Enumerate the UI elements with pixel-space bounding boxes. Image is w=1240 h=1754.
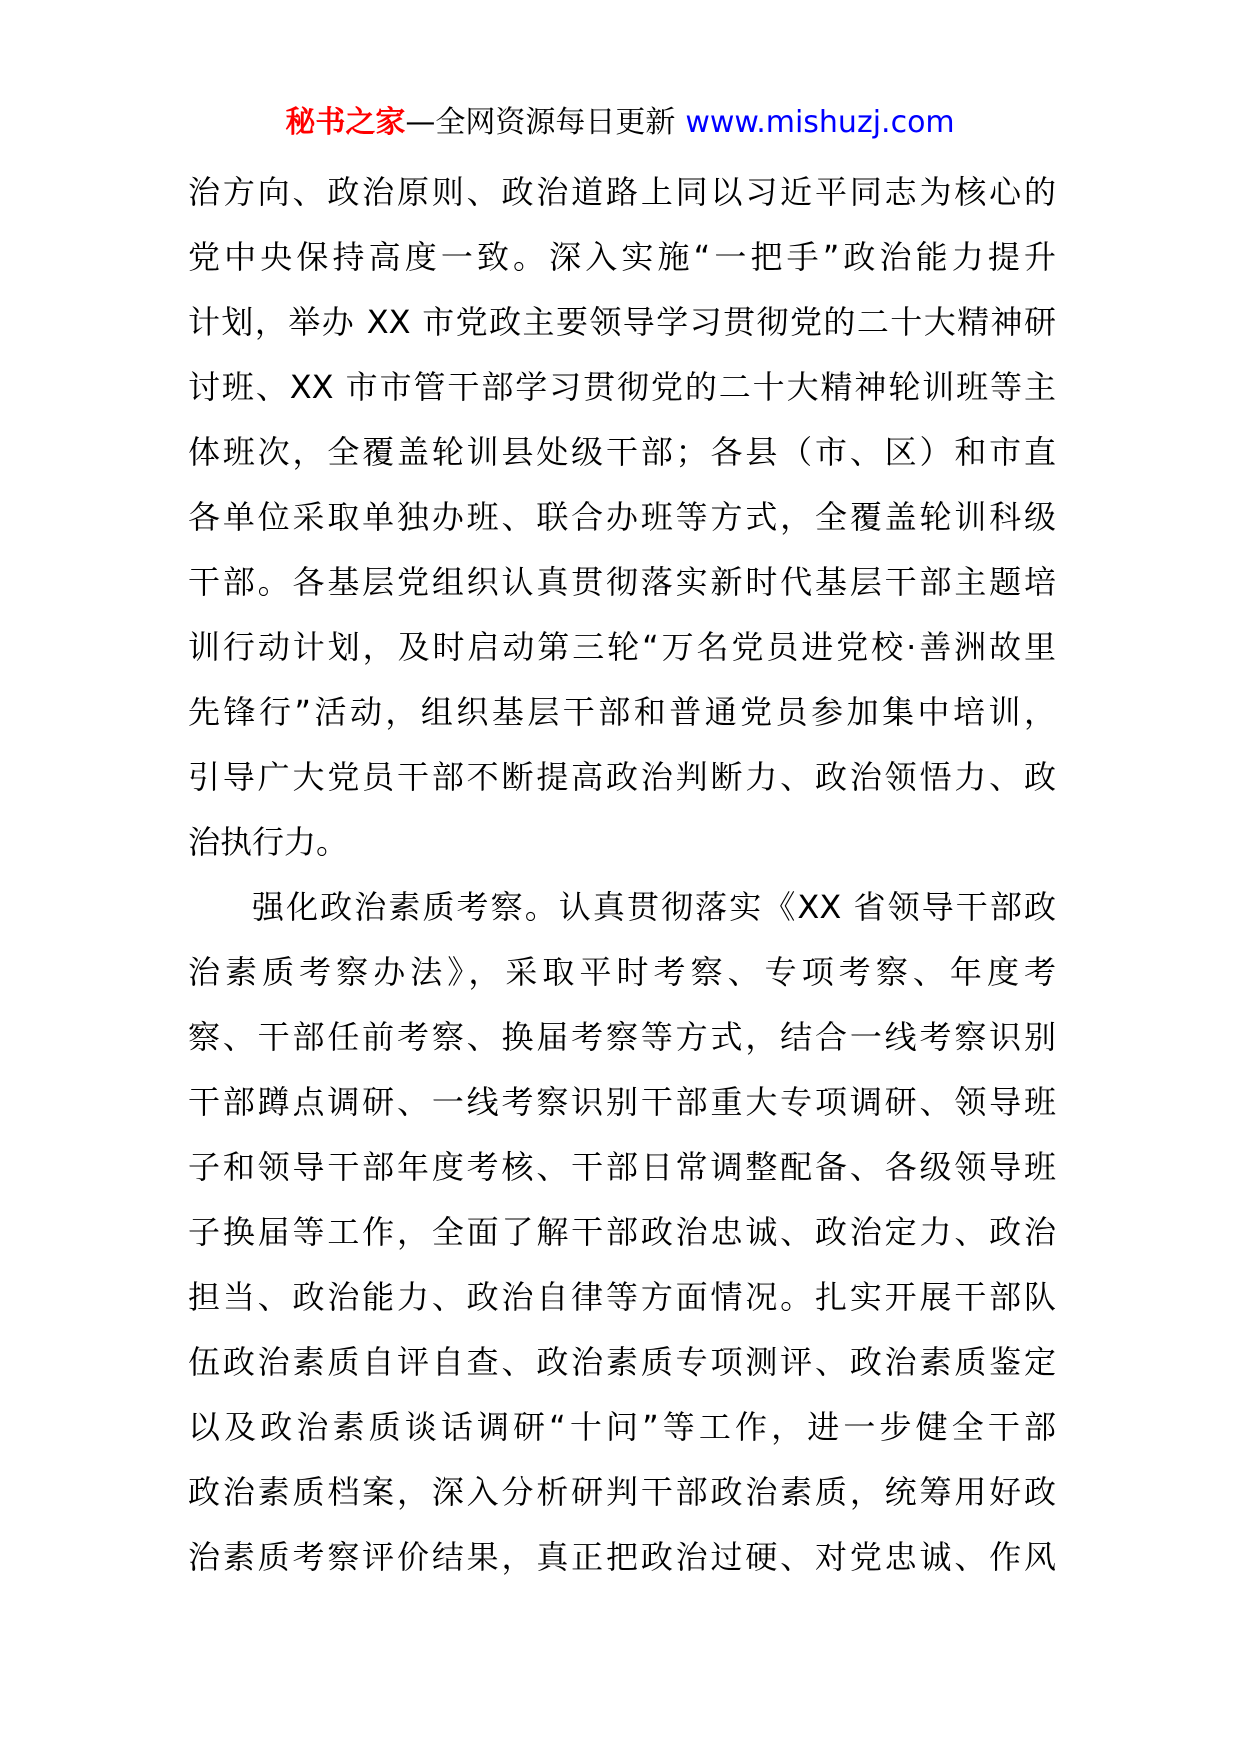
text-line: 子和领导干部年度考核、干部日常调整配备、各级领导班 xyxy=(188,1148,1056,1186)
text-line: 以及政治素质谈话调研“十问”等工作，进一步健全干部 xyxy=(188,1408,1056,1446)
header-brand: 秘书之家 xyxy=(285,105,406,140)
text-line: 治素质考察办法》，采取平时考察、专项考察、年度考 xyxy=(188,953,1056,991)
text-line: 训行动计划，及时启动第三轮“万名党员进党校·善洲故里 xyxy=(188,628,1056,666)
text-line: 讨班、XX 市市管干部学习贯彻党的二十大精神轮训班等主 xyxy=(188,368,1056,406)
text-line: 干部蹲点调研、一线考察识别干部重大专项调研、领导班 xyxy=(188,1083,1056,1121)
text-line: 引导广大党员干部不断提高政治判断力、政治领悟力、政 xyxy=(188,758,1056,796)
text-line: 体班次，全覆盖轮训县处级干部；各县（市、区）和市直 xyxy=(188,433,1056,471)
text-line: 各单位采取单独办班、联合办班等方式，全覆盖轮训科级 xyxy=(188,498,1056,536)
text-line: 治方向、政治原则、政治道路上同以习近平同志为核心的 xyxy=(188,173,1056,211)
text-line: 政治素质档案，深入分析研判干部政治素质，统筹用好政 xyxy=(188,1473,1056,1511)
text-line: 察、干部任前考察、换届考察等方式，结合一线考察识别 xyxy=(188,1018,1056,1056)
text-line: 计划，举办 XX 市党政主要领导学习贯彻党的二十大精神研 xyxy=(188,303,1056,341)
header-tagline: —全网资源每日更新 xyxy=(405,105,676,140)
text-line: 干部。各基层党组织认真贯彻落实新时代基层干部主题培 xyxy=(188,563,1056,601)
text-line: 治素质考察评价结果，真正把政治过硬、对党忠诚、作风 xyxy=(188,1538,1056,1576)
text-line: 伍政治素质自评自查、政治素质专项测评、政治素质鉴定 xyxy=(188,1343,1056,1381)
text-line: 子换届等工作，全面了解干部政治忠诚、政治定力、政治 xyxy=(188,1213,1056,1251)
text-line: 强化政治素质考察。认真贯彻落实《XX 省领导干部政 xyxy=(252,888,1056,926)
document-body xyxy=(188,160,1056,1590)
text-line: 治执行力。 xyxy=(188,823,349,861)
paragraph-1 xyxy=(188,160,1056,875)
text-line: 担当、政治能力、政治自律等方面情况。扎实开展干部队 xyxy=(188,1278,1056,1316)
text-line: 党中央保持高度一致。深入实施“一把手”政治能力提升 xyxy=(188,238,1056,276)
header-url-link[interactable]: www.mishuzj.com xyxy=(685,105,955,140)
page-header xyxy=(0,101,1240,145)
text-line: 先锋行”活动，组织基层干部和普通党员参加集中培训， xyxy=(188,693,1056,731)
paragraph-2 xyxy=(188,875,1056,1590)
